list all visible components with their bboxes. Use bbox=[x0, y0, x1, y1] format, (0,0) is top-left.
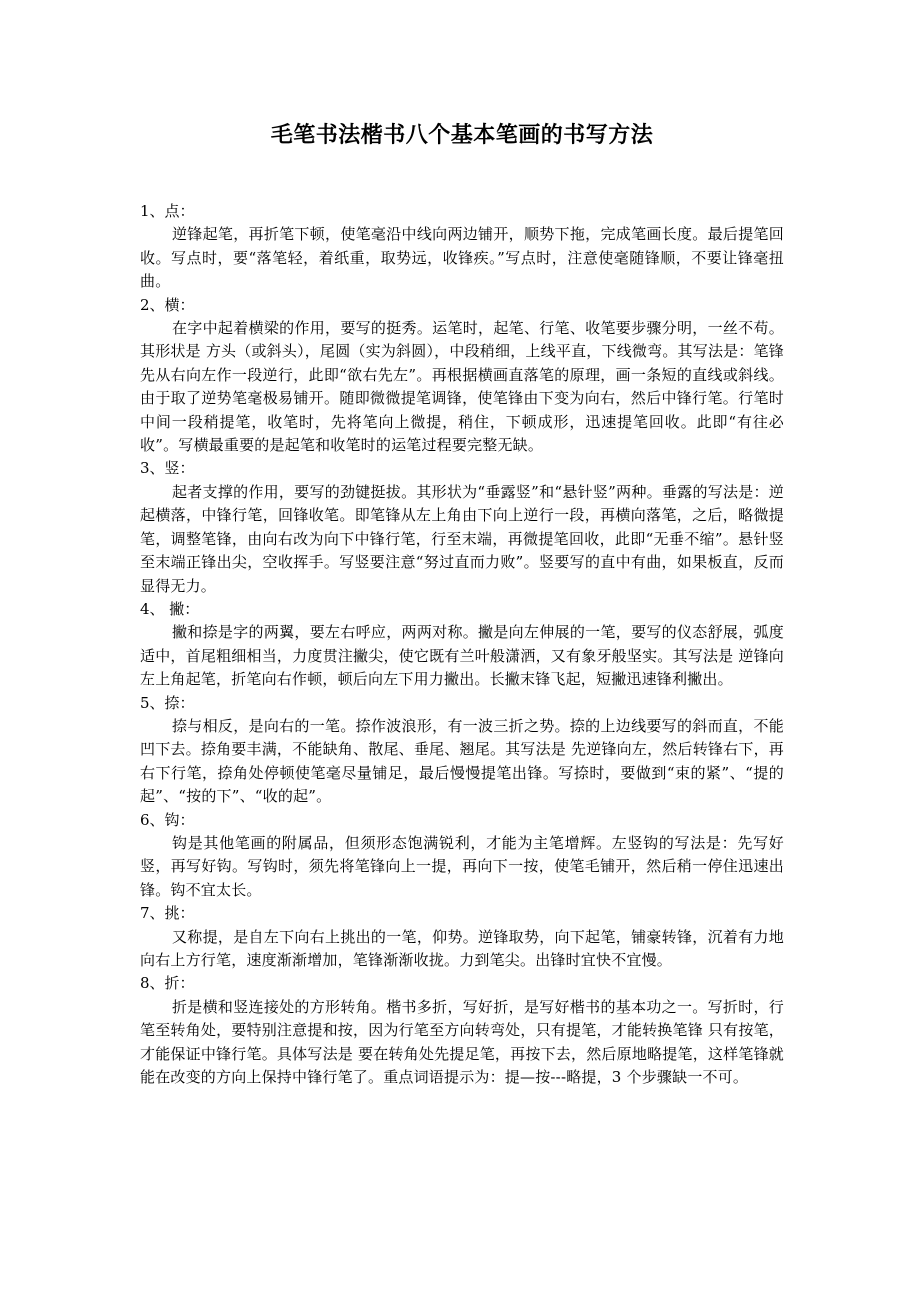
section-body: 撇和捺是字的两翼，要左右呼应，两两对称。撇是向左伸展的一笔，要写的仪态舒展，弧度适中，首尾粗细相当，力度贯注撇尖，使它既有兰叶般潇洒，又有象牙般坚实。其写法是 逆锋向左上角起笔，折笔向右作顿，顿后向左下用力撇出。长撇末锋飞起，短撇迅速锋利撇出。 bbox=[140, 623, 784, 689]
section-left-falling bbox=[140, 598, 784, 692]
section-body: 钩是其他笔画的附属品，但须形态饱满锐利，才能为主笔增辉。左竖钩的写法是：先写好竖，再写好钩。写钩时，须先将笔锋向上一提，再向下一按，使笔毛铺开，然后稍一停住迅速出锋。钩不宜太长。 bbox=[140, 833, 784, 899]
section-body: 折是横和竖连接处的方形转角。楷书多折，写好折，是写好楷书的基本功之一。写折时，行笔至转角处，要特别注意提和按，因为行笔至方向转弯处，只有提笔，才能转换笔锋 只有按笔，才能保证中锋行笔。具体写法是 要在转角处先提足笔，再按下去，然后原地略提笔，这样笔锋就能在改变的方向上保持中锋行笔了。重点词语提示为：提—按---略提，3 个步骤缺一不可。 bbox=[140, 997, 784, 1087]
section-body: 又称提，是自左下向右上挑出的一笔，仰势。逆锋取势，向下起笔，铺豪转锋，沉着有力地向右上方行笔，速度渐渐增加，笔锋渐渐收拢。力到笔尖。出锋时宜快不宜慢。 bbox=[140, 927, 784, 969]
section-dot bbox=[140, 200, 784, 294]
section-body: 起者支撑的作用，要写的劲键挺拔。其形状为“垂露竖”和“悬针竖”两种。垂露的写法是：逆起横落，中锋行笔，回锋收笔。即笔锋从左上角由下向上逆行一段，再横向落笔，之后，略微提笔，调整笔锋，由向右改为向下中锋行笔，行至末端，再微提笔回收，此即“无垂不缩”。悬针竖至末端正锋出尖，空收挥手。写竖要注意“努过直而力败”。竖要写的直中有曲，如果板直，反而显得无力。 bbox=[140, 482, 784, 595]
section-heading: 4、 撇： bbox=[140, 599, 200, 618]
section-body: 在字中起着横梁的作用，要写的挺秀。运笔时，起笔、行笔、收笔要步骤分明，一丝不苟。其形状是 方头（或斜头），尾圆（实为斜圆），中段稍细，上线平直，下线微弯。其写法是：笔锋先从右向左作一段逆行，此即“欲右先左”。再根据横画直落笔的原理，画一条短的直线或斜线。由于取了逆势笔毫极易铺开。随即微微提笔调锋，使笔锋由下变为向右，然后中锋行笔。行笔时中间一段稍提笔，收笔时，先将笔向上微提，稍住，下顿成形，迅速提笔回收。此即“有往必收”。写横最重要的是起笔和收笔时的运笔过程要完整无缺。 bbox=[140, 319, 784, 455]
section-heading: 3、竖： bbox=[140, 459, 195, 478]
section-hook bbox=[140, 809, 784, 903]
section-heading: 5、捺： bbox=[140, 693, 195, 712]
section-heading: 2、横： bbox=[140, 295, 195, 314]
section-vertical bbox=[140, 457, 784, 597]
section-turn bbox=[140, 972, 784, 1089]
section-right-falling bbox=[140, 692, 784, 809]
section-rising bbox=[140, 902, 784, 972]
section-heading: 1、点： bbox=[140, 202, 195, 220]
document-title: 毛笔书法楷书八个基本笔画的书写方法 bbox=[270, 123, 654, 148]
section-heading: 6、钩： bbox=[140, 810, 195, 829]
document-page bbox=[140, 112, 784, 1089]
section-body: 捺与相反，是向右的一笔。捺作波浪形，有一波三折之势。捺的上边线要写的斜而直，不能凹下去。捺角要丰满，不能缺角、散尾、垂尾、翘尾。其写法是 先逆锋向左，然后转锋右下，再右下行笔，捺角处停顿使笔毫尽量铺足，最后慢慢提笔出锋。写捺时，要做到“束的紧”、“提的起”、“按的下”、“收的起”。 bbox=[140, 716, 784, 806]
section-heading: 8、折： bbox=[140, 974, 195, 993]
section-heading: 7、挑： bbox=[140, 904, 195, 923]
section-horizontal bbox=[140, 294, 784, 458]
section-body: 逆锋起笔，再折笔下顿，使笔毫沿中线向两边铺开，顺势下拖，完成笔画长度。最后提笔回收。写点时，要“落笔轻，着纸重，取势远，收锋疾。”写点时，注意使毫随锋顺，不要让锋毫扭曲。 bbox=[140, 225, 784, 291]
